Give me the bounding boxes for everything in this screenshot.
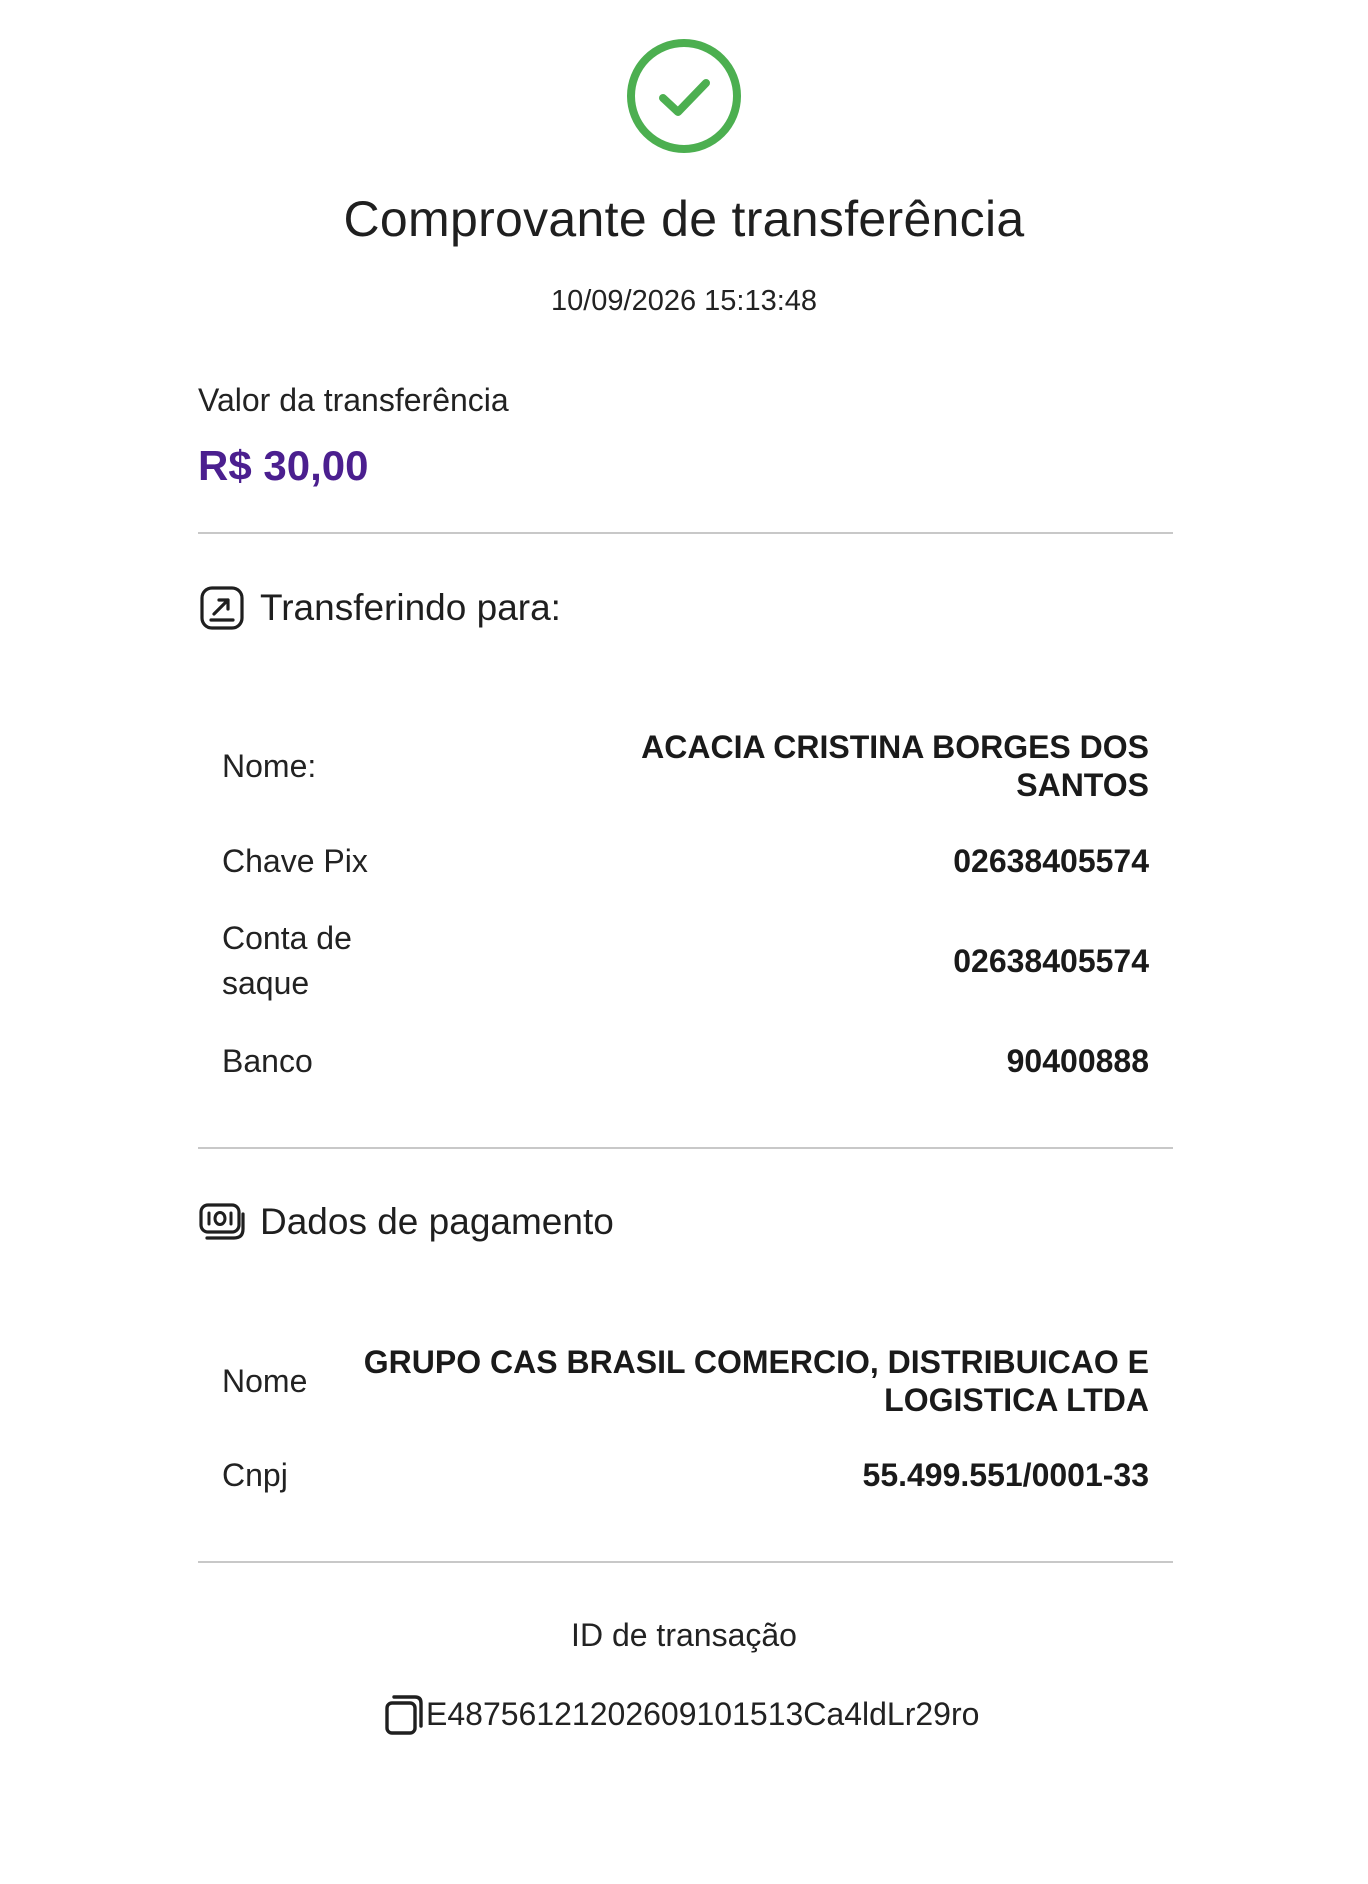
row-key: Nome xyxy=(222,1362,308,1399)
divider xyxy=(198,1561,1173,1563)
payer-section-header xyxy=(198,1198,614,1246)
outgoing-arrow-icon xyxy=(198,584,246,632)
transfer-datetime: 10/09/2026 15:13:48 xyxy=(550,285,818,317)
row-key: Banco xyxy=(222,1042,313,1079)
row-value: 55.499.551/0001-33 xyxy=(862,1457,1149,1493)
recipient-row-pix-key xyxy=(222,838,1149,884)
divider xyxy=(198,1147,1173,1149)
copy-icon[interactable] xyxy=(384,1692,424,1736)
money-bills-icon xyxy=(198,1198,246,1246)
payer-row-cnpj xyxy=(222,1452,1149,1498)
amount-label: Valor da transferência xyxy=(198,382,509,418)
recipient-row-account xyxy=(222,915,1149,1007)
payer-heading: Dados de pagamento xyxy=(260,1201,614,1242)
recipient-row-name xyxy=(222,727,1149,805)
transaction-id[interactable] xyxy=(384,1692,979,1736)
row-value: 02638405574 xyxy=(953,943,1149,979)
row-value: GRUPO CAS BRASIL COMERCIO, DISTRIBUICAO E LOGISTICA LTDA xyxy=(363,1344,1149,1418)
row-key: Chave Pix xyxy=(222,842,368,879)
row-key: Cnpj xyxy=(222,1456,288,1493)
payer-row-name xyxy=(222,1342,1149,1420)
check-circle-icon xyxy=(626,38,742,154)
row-key: Conta de saque xyxy=(222,920,352,1001)
row-value: 90400888 xyxy=(1006,1043,1149,1079)
recipient-heading: Transferindo para: xyxy=(260,587,561,628)
transaction-id-value: E48756121202609101513Ca4ldLr29ro xyxy=(426,1695,980,1732)
recipient-row-bank xyxy=(222,1038,1149,1084)
row-value: 02638405574 xyxy=(953,843,1149,879)
page-title: Comprovante de transferência xyxy=(343,191,1025,247)
amount-value: R$ 30,00 xyxy=(198,442,369,489)
transaction-id-label: ID de transação xyxy=(571,1617,797,1653)
divider xyxy=(198,532,1173,534)
recipient-section-header xyxy=(198,584,561,632)
row-value: ACACIA CRISTINA BORGES DOS SANTOS xyxy=(641,729,1149,803)
row-key: Nome: xyxy=(222,747,317,784)
